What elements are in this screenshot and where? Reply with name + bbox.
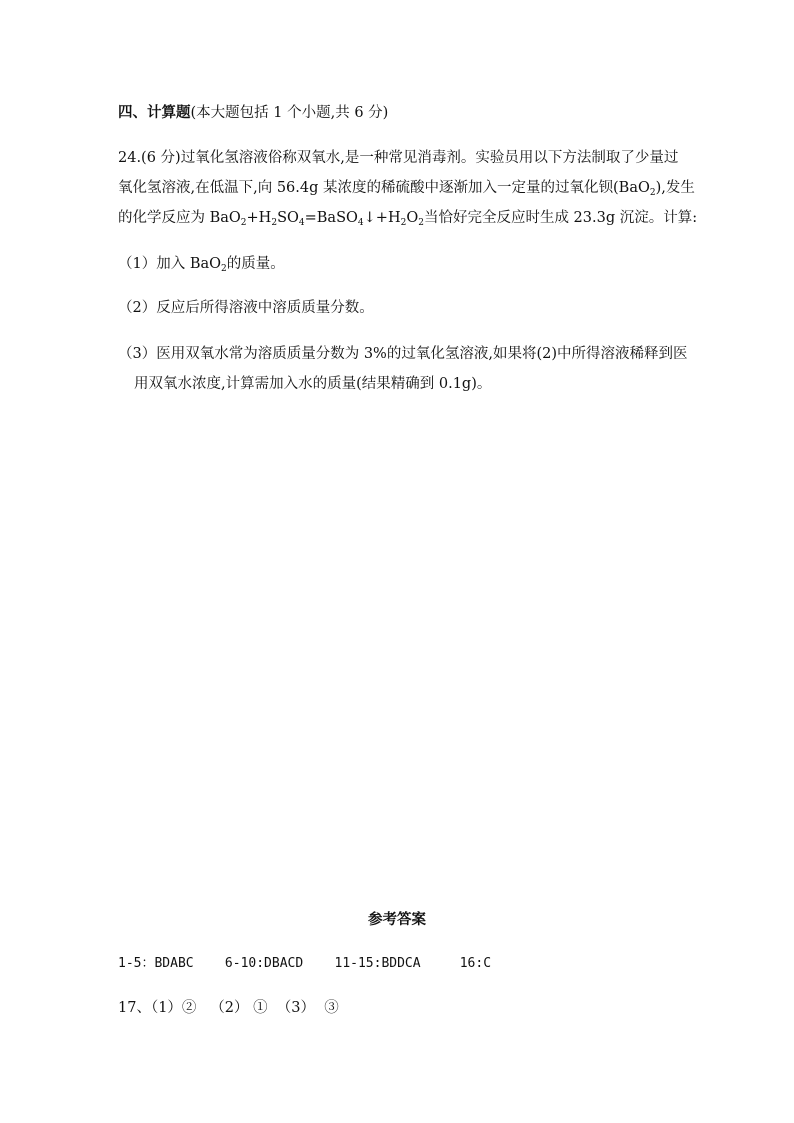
question-3-line-2: 用双氧水浓度,计算需加入水的质量(结果精确到 0.1g)。 (134, 376, 492, 392)
equation-part: SO (277, 210, 299, 226)
problem-line-3 (118, 208, 697, 228)
question-1-text: （1）加入 BaO (118, 256, 222, 272)
equation-part: O (406, 210, 419, 226)
problem-line-2 (118, 178, 695, 198)
problem-line-2-text: 氧化氢溶液,在低温下,向 56.4g 某浓度的稀硫酸中逐渐加入一定量的过氧化钡(BaO (118, 180, 650, 196)
answers-line-1: 1-5：BDABC 6-10:DBACD 11-15:BDDCA 16:C (118, 956, 492, 971)
question-2: （2）反应后所得溶液中溶质质量分数。 (118, 300, 374, 316)
subscript: 2 (649, 188, 656, 198)
subscript: 2 (271, 218, 278, 228)
subscript: 4 (298, 218, 305, 228)
equation-part: +H (246, 210, 272, 226)
section-note: (本大题包括 1 个小题,共 6 分) (190, 105, 389, 121)
answers-line-2: 17、（1）② （2） ① （3） ③ (118, 1000, 339, 1016)
section-title: 四、计算题 (118, 105, 191, 121)
equation-part: 的化学反应为 BaO (118, 210, 241, 226)
equation-part: =BaSO (304, 210, 358, 226)
question-1-tail: 的质量。 (226, 256, 285, 272)
subscript: 4 (357, 218, 364, 228)
subscript: 2 (400, 218, 407, 228)
question-3-line-1: （3）医用双氧水常为溶质质量分数为 3%的过氧化氢溶液,如果将(2)中所得溶液稀释到医 (118, 346, 688, 362)
section-heading (118, 103, 388, 123)
equation-tail: 当恰好完全反应时生成 23.3g 沉淀。计算: (423, 210, 698, 226)
subscript: 2 (221, 264, 227, 274)
subscript: 2 (418, 218, 424, 228)
equation-part: ↓+H (363, 210, 401, 226)
answers-title: 参考答案 (368, 912, 426, 928)
problem-line-2-tail: ),发生 (655, 180, 695, 196)
question-1 (118, 254, 285, 274)
subscript: 2 (240, 218, 247, 228)
problem-line-1: 24.(6 分)过氧化氢溶液俗称双氧水,是一种常见消毒剂。实验员用以下方法制取了少量过 (118, 150, 679, 166)
